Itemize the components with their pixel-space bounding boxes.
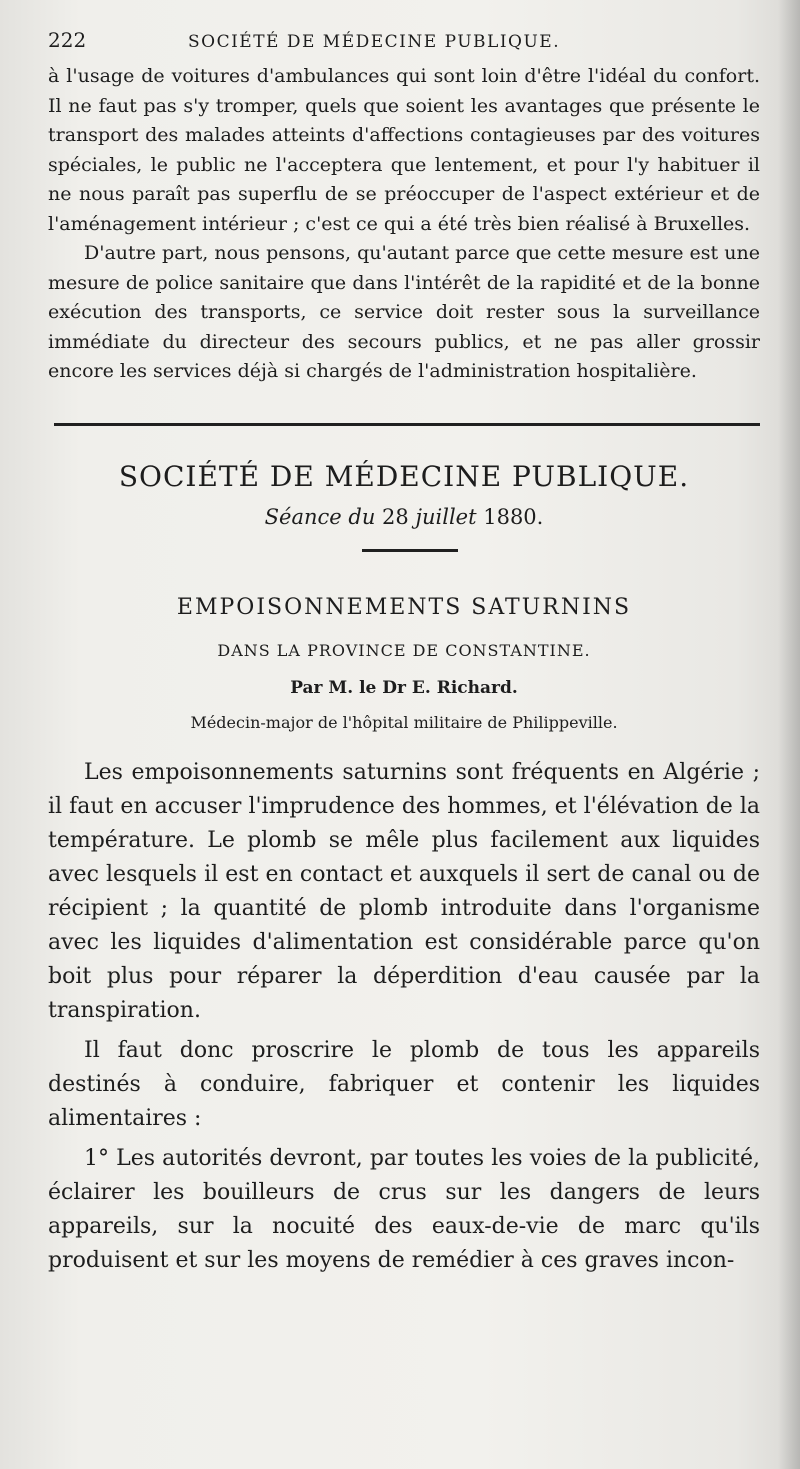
article-paragraph-3: 1° Les autorités devront, par toutes les voies de la publicité, éclairer les bouilleurs de crus sur les dangers de leurs appareils, sur la nocuité des eaux-de-vie de marc qu'ils produisent et sur les moyens de remédier à ces graves incon-: [48, 1145, 760, 1273]
section-divider: [54, 423, 760, 426]
article-paragraph-2: Il faut donc proscrire le plomb de tous les appareils destinés à conduire, fabriquer et contenir les liquides alimentaires :: [48, 1037, 760, 1131]
article-title: EMPOISONNEMENTS SATURNINS: [176, 594, 632, 620]
seance-month: juillet: [415, 504, 477, 529]
previous-paragraph-1: à l'usage de voitures d'ambulances qui sont loin d'être l'idéal du confort. Il ne faut pas s'y tromper, quels que soient les avantages que présente le transport des malades atteints d'affections contagieuses par des voitures spéciales, le public ne l'acceptera que lentement, et pour l'y habituer il ne nous paraît pas superflu de se préoccuper de l'aspect extérieur et de l'aménagement intérieur ; c'est ce qui a été très bien réalisé à Bruxelles.: [48, 65, 760, 235]
running-title: SOCIÉTÉ DE MÉDECINE PUBLIQUE.: [188, 32, 561, 52]
article-subtitle: DANS LA PROVINCE DE CONSTANTINE.: [217, 640, 591, 660]
author-affiliation: Médecin-major de l'hôpital militaire de Philippeville.: [190, 712, 618, 732]
article-author: Par M. le Dr E. Richard.: [290, 677, 518, 698]
short-divider: [362, 549, 458, 552]
page-number: 222: [48, 28, 87, 52]
previous-article-text: [48, 62, 760, 387]
society-heading: SOCIÉTÉ DE MÉDECINE PUBLIQUE.: [118, 459, 690, 493]
previous-paragraph-2: D'autre part, nous pensons, qu'autant parce que cette mesure est une mesure de police sanitaire que dans l'intérêt de la rapidité et de la bonne exécution des transports, ce service doit rester sous la surveillance immédiate du directeur des secours publics, et ne pas aller grossir encore les services déjà si chargés de l'administration hospitalière.: [48, 242, 760, 382]
running-header: [48, 28, 760, 62]
seance-year: 1880.: [483, 504, 544, 529]
seance-label: Séance du: [264, 504, 376, 529]
article-paragraph-1: Les empoisonnements saturnins sont fréquents en Algérie ; il faut en accuser l'imprudence des hommes, et l'élévation de la température. Le plomb se mêle plus facilement aux liquides avec lesquels il est en contact et auxquels il sert de canal ou de récipient ; la quantité de plomb introduite dans l'organisme avec les liquides d'alimentation est considérable parce qu'on boit plus pour réparer la déperdition d'eau causée par la transpiration.: [48, 759, 760, 1023]
page-binding-shadow: [778, 0, 800, 1469]
seance-line: [48, 503, 760, 531]
seance-day: 28: [382, 504, 409, 529]
article-body: [48, 756, 760, 1278]
